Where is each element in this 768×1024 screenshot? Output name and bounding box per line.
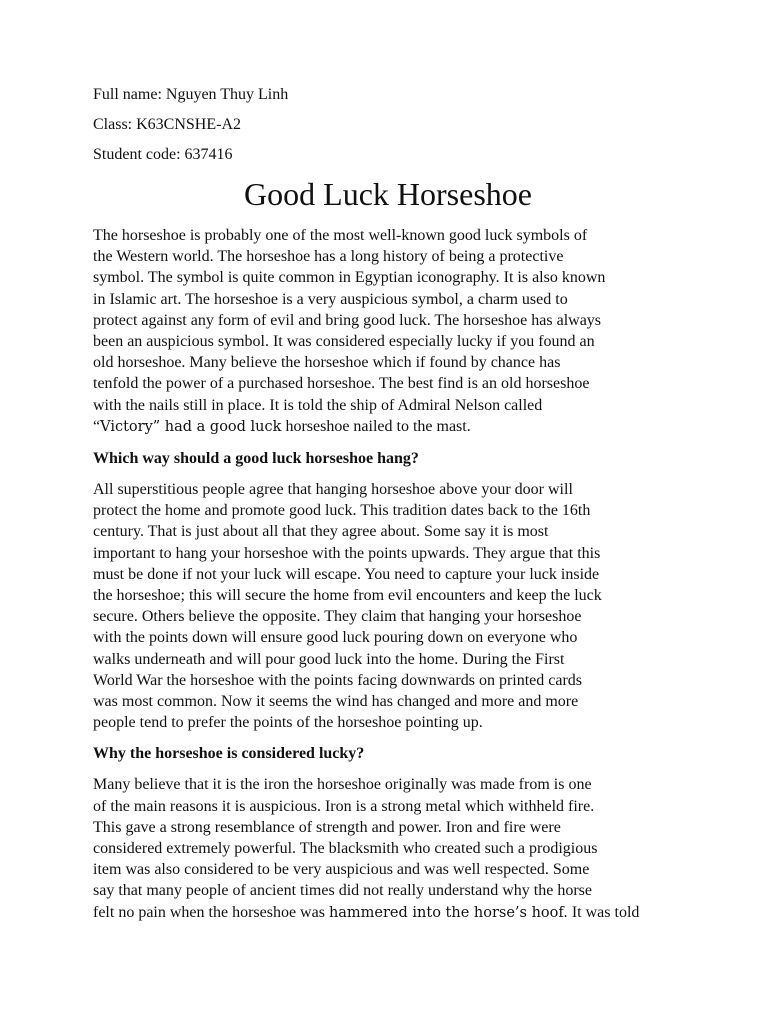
intro-victory-phrase: Victory” had a good luck <box>100 418 282 435</box>
section-lucky-line: considered extremely powerful. The blacksmith who created such a prodigious <box>93 840 598 858</box>
section-lucky-last-text-a: felt no pain when the horseshoe was <box>93 903 329 921</box>
intro-line: the Western world. The horseshoe has a long history of being a protective <box>93 248 564 266</box>
intro-line: in Islamic art. The horseshoe is a very auspicious symbol, a charm used to <box>93 290 568 308</box>
section-hang-line: the horseshoe; this will secure the home from evil encounters and keep the luck <box>93 587 602 605</box>
section-hang-line: must be done if not your luck will escape. You need to capture your luck inside <box>93 565 600 583</box>
section-lucky-paragraph <box>93 774 683 923</box>
section-hang-line: century. That is just about all that they agree about. Some say it is most <box>93 523 549 541</box>
section-hang-line: secure. Others believe the opposite. They claim that hanging your horseshoe <box>93 608 582 626</box>
section-lucky-line: This gave a strong resemblance of strength and power. Iron and fire were <box>93 818 561 836</box>
class-line: Class: K63CNSHE-A2 <box>93 116 242 133</box>
section-hang-line: All superstitious people agree that hanging horseshoe above your door will <box>93 481 573 499</box>
section-hang-paragraph <box>93 479 683 733</box>
section-hang-line: protect the home and promote good luck. This tradition dates back to the 16th <box>93 502 591 520</box>
document-title: Good Luck Horseshoe <box>244 176 532 212</box>
section-lucky-line: item was also considered to be very auspicious and was well respected. Some <box>93 861 590 879</box>
full-name-line: Full name: Nguyen Thuy Linh <box>93 86 289 103</box>
section-lucky-last-line <box>93 902 683 924</box>
section-hang-line: important to hang your horseshoe with the points upwards. They argue that this <box>93 544 601 562</box>
intro-paragraph <box>93 225 683 438</box>
document-page <box>93 84 683 934</box>
intro-line: old horseshoe. Many believe the horseshoe which if found by chance has <box>93 354 561 372</box>
section-lucky-line: Many believe that it is the iron the horseshoe originally was made from is one <box>93 776 592 794</box>
section-hang-line: was most common. Now it seems the wind has changed and more and more <box>93 693 579 711</box>
intro-line: The horseshoe is probably one of the most well-known good luck symbols of <box>93 227 588 244</box>
section-hang-line: walks underneath and will pour good luck into the home. During the First <box>93 650 565 668</box>
intro-line: tenfold the power of a purchased horseshoe. The best find is an old horseshoe <box>93 375 590 393</box>
intro-line: protect against any form of evil and bring good luck. The horseshoe has always <box>93 311 602 329</box>
section-lucky-last-text-c: It was told <box>567 903 640 921</box>
section-hang-line: with the points down will ensure good luck pouring down on everyone who <box>93 629 578 647</box>
intro-line: been an auspicious symbol. It was considered especially lucky if you found an <box>93 333 595 351</box>
section-lucky-line: say that many people of ancient times did not really understand why the horse <box>93 882 592 900</box>
intro-last-line <box>93 416 683 438</box>
section-heading-hang: Which way should a good luck horseshoe hang? <box>93 450 419 468</box>
hammered-phrase: hammered into the horse’s hoof. <box>328 904 568 921</box>
section-lucky-line: of the main reasons it is auspicious. Iron is a strong metal which withheld fire. <box>93 797 595 815</box>
section-hang-line: people tend to prefer the points of the horseshoe pointing up. <box>93 714 483 732</box>
student-code-line: Student code: 637416 <box>93 146 233 163</box>
intro-last-text: horseshoe nailed to the mast. <box>281 417 471 435</box>
section-hang-line: World War the horseshoe with the points facing downwards on printed cards <box>93 671 583 689</box>
intro-quote: “ <box>93 417 101 435</box>
intro-line: with the nails still in place. It is told the ship of Admiral Nelson called <box>93 396 543 414</box>
intro-line: symbol. The symbol is quite common in Egyptian iconography. It is also known <box>93 269 606 287</box>
section-heading-lucky: Why the horseshoe is considered lucky? <box>93 745 365 763</box>
